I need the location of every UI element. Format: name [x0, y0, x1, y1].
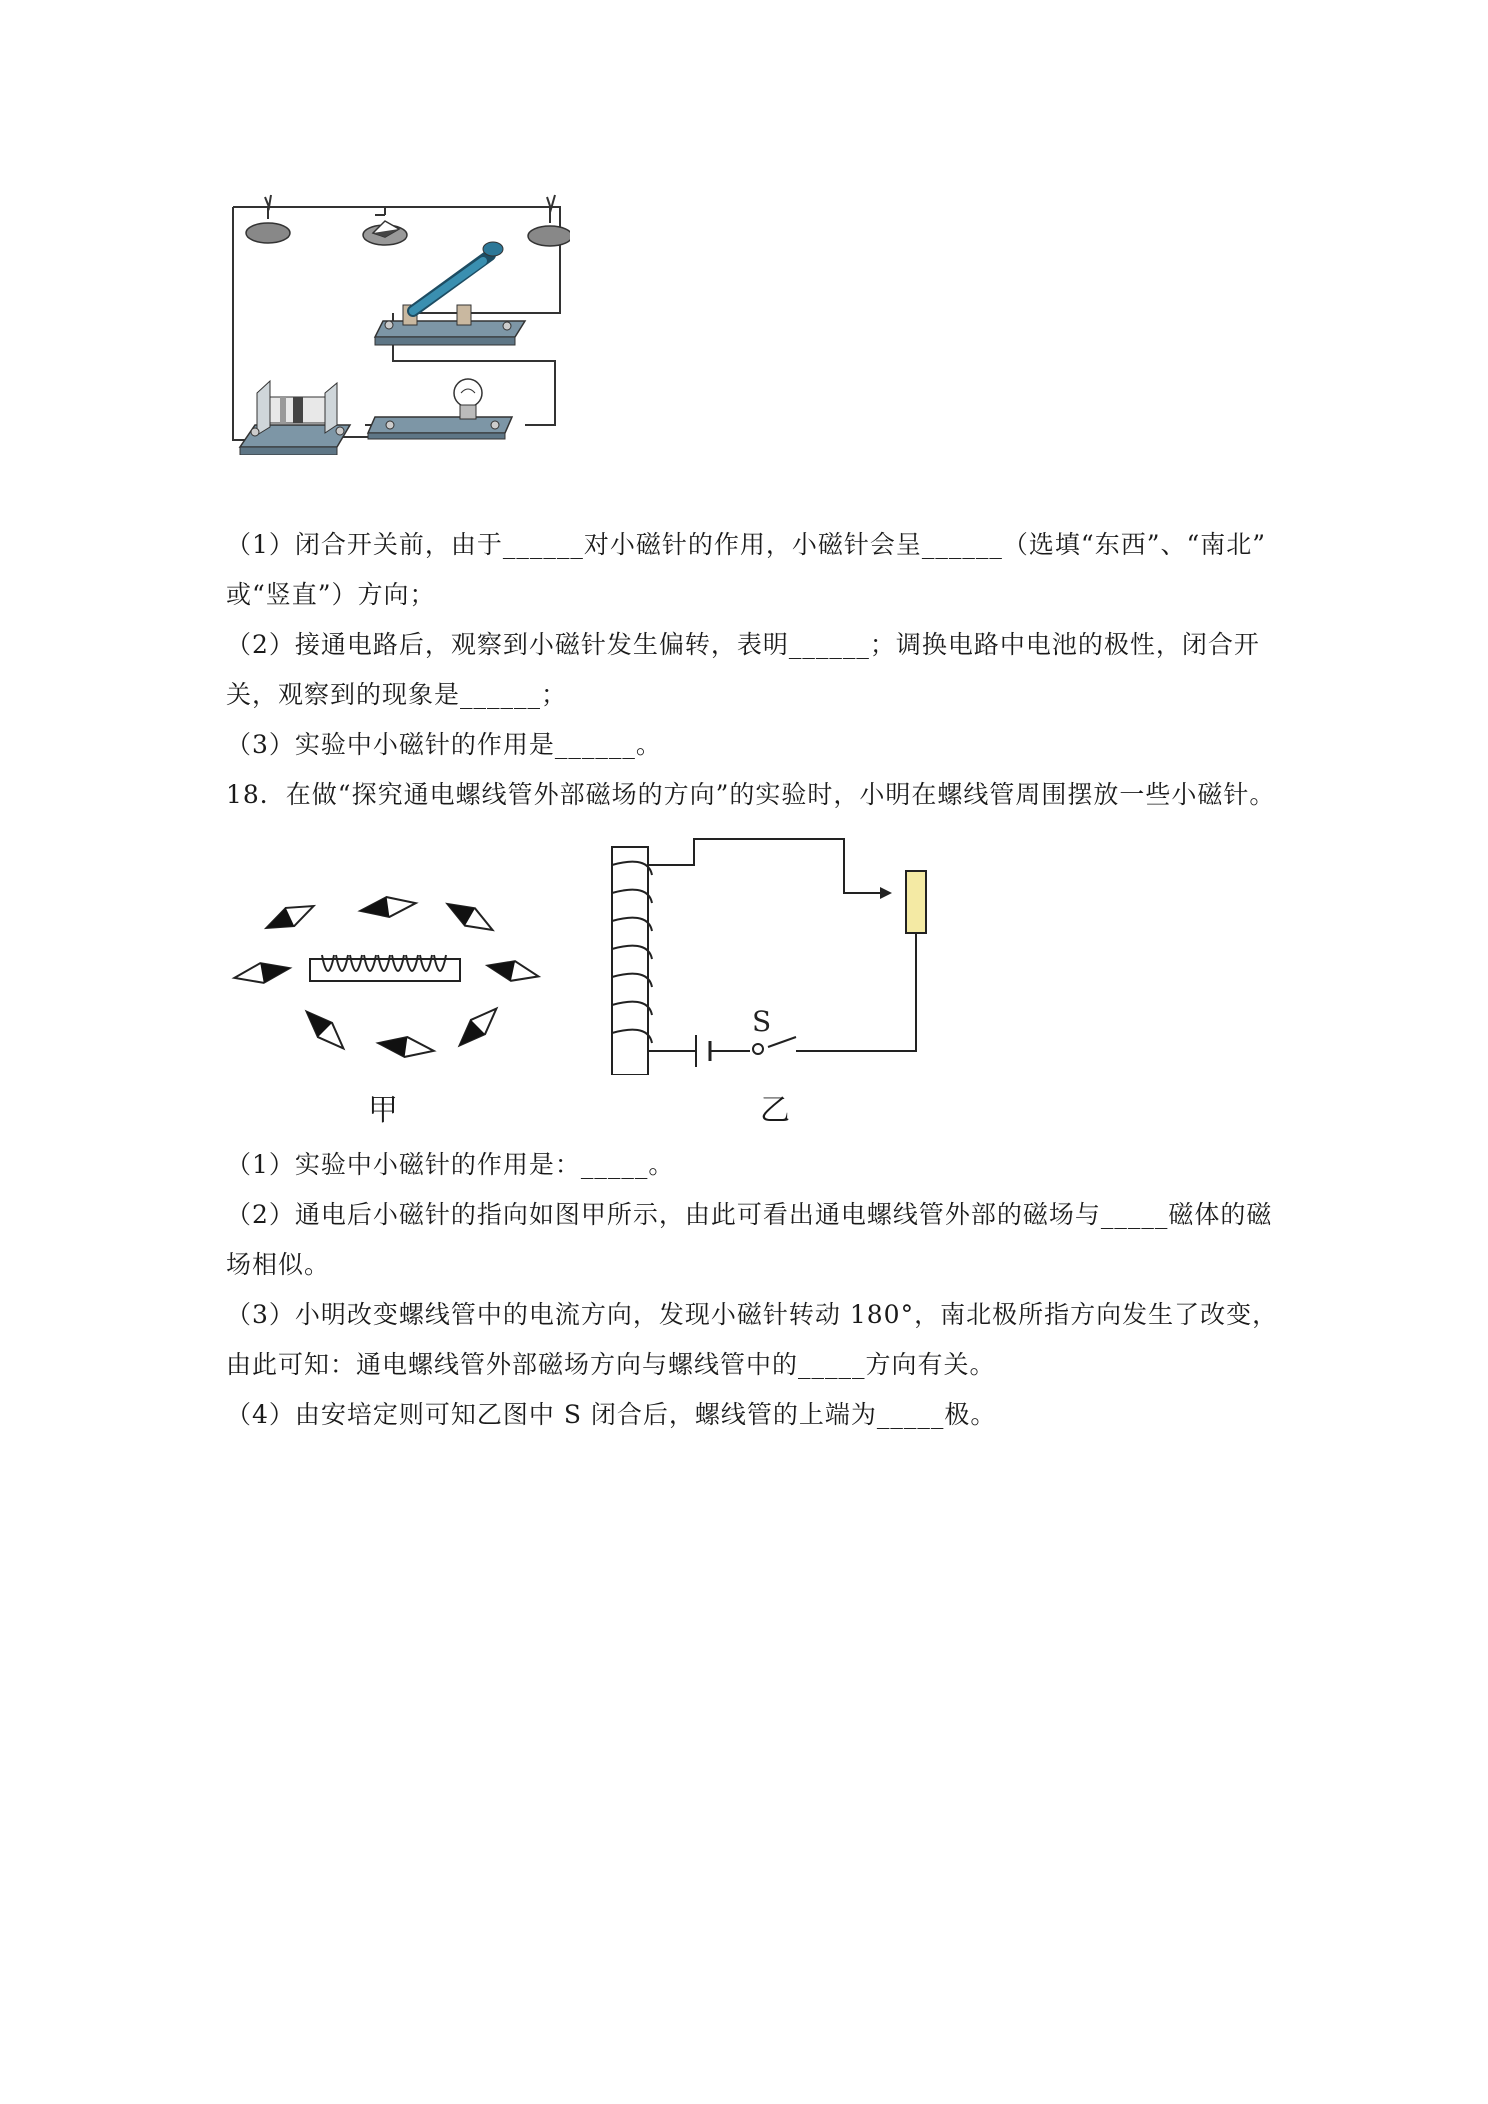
knife-switch — [375, 242, 525, 345]
switch-label: S — [752, 1005, 772, 1038]
circuit-wire — [233, 207, 268, 219]
compass-needle — [300, 1005, 351, 1056]
solenoid-circuit-figure — [600, 835, 940, 1075]
compass-needle — [453, 1002, 504, 1053]
circuit-wire — [233, 207, 259, 440]
compass-needle — [359, 895, 417, 921]
figure-caption-yi: 乙 — [760, 1093, 790, 1128]
circuit-wire — [385, 207, 550, 223]
rheostat — [906, 871, 926, 933]
q18-part2-line1: （2）通电后小磁针的指向如图甲所示，由此可看出通电螺线管外部的磁场与_____磁体的磁 — [226, 1200, 1273, 1229]
q18-stem: 18．在做“探究通电螺线管外部磁场的方向”的实验时，小明在螺线管周围摆放一些小磁针。 — [226, 780, 1276, 809]
circuit-wire — [796, 933, 916, 1051]
compass-needle — [485, 956, 540, 986]
q17-part1-line1: （1）闭合开关前，由于______对小磁针的作用，小磁针会呈______（选填“东西”、“南北” — [226, 530, 1267, 559]
solenoid-core — [612, 847, 648, 1075]
q18-part4: （4）由安培定则可知乙图中 S 闭合后，螺线管的上端为_____极。 — [226, 1400, 997, 1429]
q18-part3-line1: （3）小明改变螺线管中的电流方向，发现小磁针转动 180°，南北极所指方向发生了改变， — [226, 1300, 1279, 1329]
compass-needle — [442, 895, 497, 938]
battery-holder — [240, 381, 350, 455]
solenoid-compass-figure — [230, 895, 550, 1075]
circuit-figure — [225, 185, 570, 455]
compass-icon — [363, 221, 407, 245]
q18-part1: （1）实验中小磁针的作用是：_____。 — [226, 1150, 675, 1179]
q17-part1-line2: 或“竖直”）方向； — [226, 580, 436, 609]
switch-contact — [753, 1044, 763, 1054]
compass-needle — [233, 958, 292, 987]
q18-part2-line2: 场相似。 — [226, 1250, 331, 1279]
q17-part3: （3）实验中小磁针的作用是______。 — [226, 730, 662, 759]
compass-needle — [262, 897, 318, 937]
q18-part3-line2: 由此可知：通电螺线管外部磁场方向与螺线管中的_____方向有关。 — [226, 1350, 996, 1379]
circuit-wire — [768, 1037, 796, 1047]
light-bulb-icon — [368, 379, 512, 439]
solenoid — [310, 955, 460, 981]
compass-needle — [377, 1033, 435, 1061]
circuit-wire — [268, 207, 385, 215]
figure-caption-jia: 甲 — [368, 1093, 398, 1128]
q17-part2-line2: 关，观察到的现象是______； — [226, 680, 568, 709]
circuit-wire — [648, 839, 886, 893]
q17-part2-line1: （2）接通电路后，观察到小磁针发生偏转，表明______；调换电路中电池的极性，闭合开 — [226, 630, 1260, 659]
rheostat-slider-arrow — [880, 887, 892, 899]
